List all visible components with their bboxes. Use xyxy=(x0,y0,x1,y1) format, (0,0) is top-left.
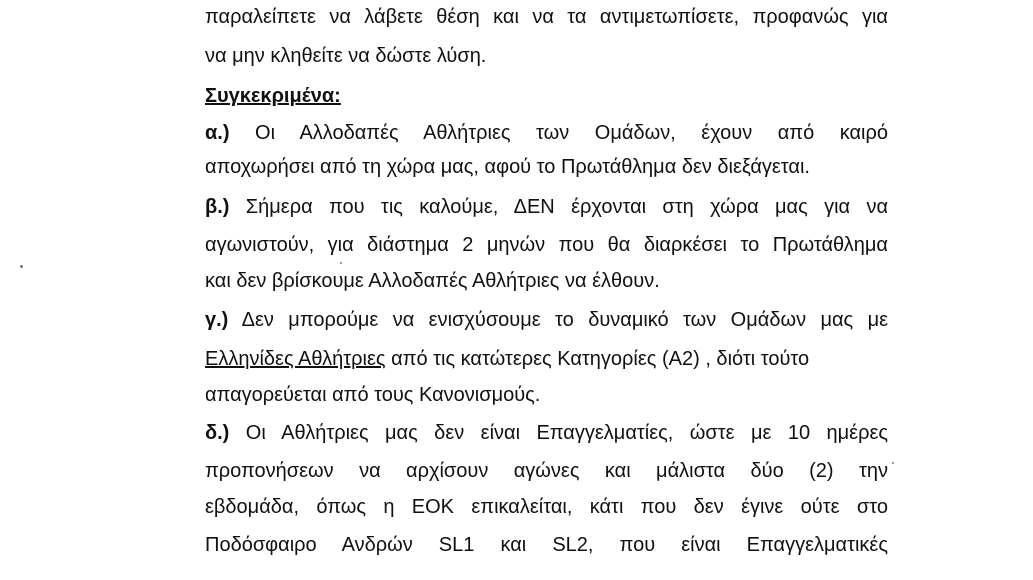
text-line: να μην κληθείτε να δώστε λύση. xyxy=(205,45,487,67)
paragraph-text: από τις κατώτερες Κατηγορίες (Α2) , διότι τούτο xyxy=(385,348,810,370)
paragraph-b-line xyxy=(205,193,888,221)
paragraph-a-line xyxy=(205,119,888,147)
item-label-a: α.) xyxy=(205,122,230,144)
paragraph-c-line xyxy=(205,306,888,334)
section-heading: Συγκεκριμένα: xyxy=(205,85,341,107)
paragraph-c-line2 xyxy=(205,345,888,373)
text-line: απαγορεύεται από τους Κανονισμούς. xyxy=(205,384,541,406)
text-line: παραλείπετε να λάβετε θέση και να τα αντιμετωπίσετε, προφανώς για xyxy=(205,6,888,28)
text-line: αγωνιστούν, για διάστημα 2 μηνών που θα διαρκέσει το Πρωτάθλημα xyxy=(205,234,888,256)
scan-speck xyxy=(20,265,23,268)
item-label-c: γ.) xyxy=(205,309,229,331)
item-label-d: δ.) xyxy=(205,422,230,444)
paragraph-text: Οι Αθλήτριες μας δεν είναι Επαγγελματίες, ώστε με 10 ημέρες xyxy=(245,422,888,444)
scan-speck xyxy=(892,462,894,464)
text-line: αποχωρήσει από τη χώρα μας, αφού το Πρωτάθλημα δεν διεξάγεται. xyxy=(205,156,810,178)
underlined-phrase: Ελληνίδες Αθλήτριες xyxy=(205,348,386,370)
text-line: προπονήσεων να αρχίσουν αγώνες και μάλιστα δύο (2) την xyxy=(205,460,888,482)
paragraph-text: Οι Αλλοδαπές Αθλήτριες των Ομάδων, έχουν από καιρό xyxy=(255,122,888,144)
item-label-b: β.) xyxy=(205,196,230,218)
paragraph-d-line xyxy=(205,419,888,447)
text-line: εβδομάδα, όπως η ΕΟΚ επικαλείται, κάτι που δεν έγινε ούτε στο xyxy=(205,496,888,518)
text-line: Ποδόσφαιρο Ανδρών SL1 και SL2, που είναι Επαγγελματικές xyxy=(205,534,888,556)
scan-speck xyxy=(340,262,342,264)
paragraph-text: Δεν μπορούμε να ενισχύσουμε το δυναμικό των Ομάδων μας με xyxy=(241,309,889,331)
text-line: και δεν βρίσκουμε Αλλοδαπές Αθλήτριες να έλθουν. xyxy=(205,270,660,292)
paragraph-text: Σήμερα που τις καλούμε, ΔΕΝ έρχονται στη χώρα μας για να xyxy=(245,196,889,218)
